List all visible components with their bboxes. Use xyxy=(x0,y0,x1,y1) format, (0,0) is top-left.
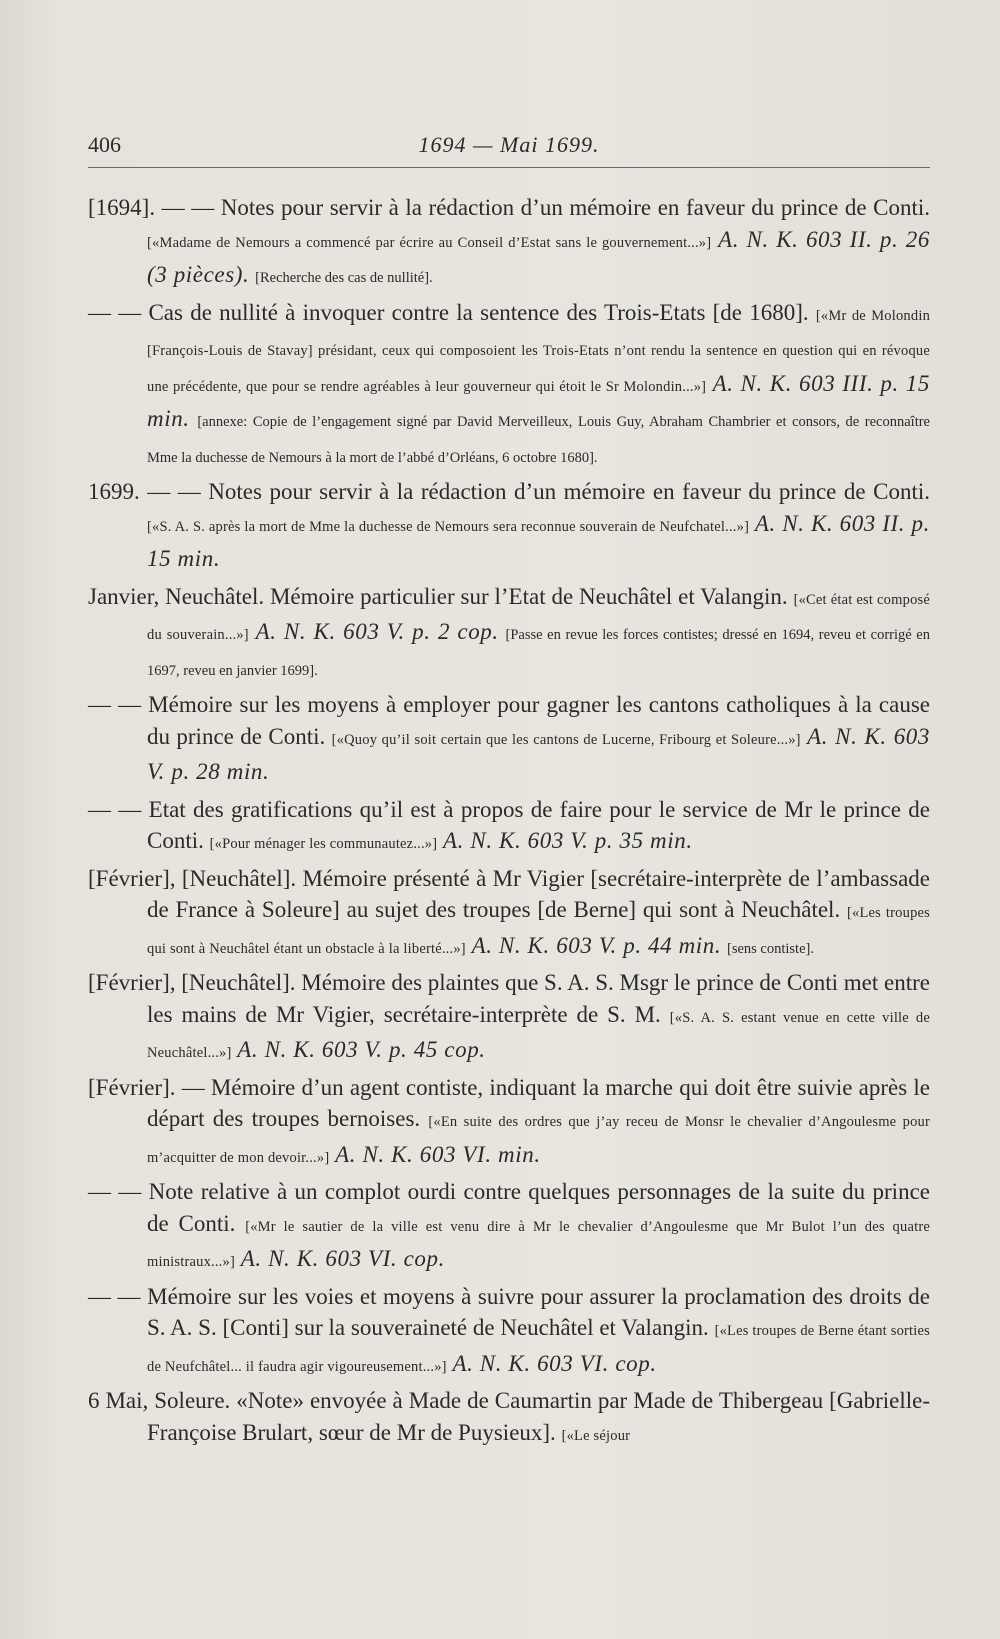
entry-incipit: [«S. A. S. après la mort de Mme la duchesse de Nemours sera reconnue souverain de Neufchatel...»] xyxy=(147,518,750,535)
entry-lead: — — Etat des gratifications qu’il est à propos de faire pour le service de Mr le prince de Conti. xyxy=(88,796,930,853)
entry-archive-reference: A. N. K. 603 V. p. 35 min. xyxy=(443,828,693,853)
entry-lead: Janvier, Neuchâtel. Mémoire particulier sur l’Etat de Neuchâtel et Valangin. xyxy=(88,583,788,609)
entry-note: [Passe en revue les forces contistes; dressé en 1694, reveu et corrigé en 1697, reveu en janvier 1699]. xyxy=(147,627,930,679)
entry-lead: [Février], [Neuchâtel]. Mémoire des plaintes que S. A. S. Msgr le prince de Conti met entre les mains de Mr Vigier, secrétaire-interprète de S. M. xyxy=(88,970,930,1027)
entry-archive-reference: A. N. K. 603 II. p. 15 min. xyxy=(147,510,930,571)
entry-archive-reference: A. N. K. 603 VI. cop. xyxy=(452,1350,657,1376)
entry-archive-reference: A. N. K. 603 II. p. 26 (3 pièces). xyxy=(147,226,931,287)
calendar-entry xyxy=(88,297,930,475)
calendar-entry xyxy=(88,1385,930,1452)
calendar-entry xyxy=(88,967,930,1070)
header-rule xyxy=(88,167,930,168)
calendar-entries xyxy=(88,192,930,1454)
calendar-entry xyxy=(88,1072,930,1175)
running-title: 1694 — Mai 1699. xyxy=(418,132,600,157)
entry-incipit: [«Quoy qu’il soit certain que les cantons de Lucerne, Fribourg et Soleure...»] xyxy=(331,731,801,748)
entry-lead: — — Mémoire sur les moyens à employer pour gagner les cantons catholiques à la cause du prince de Conti. xyxy=(88,692,930,749)
entry-lead: 1699. — — Notes pour servir à la rédaction d’un mémoire en faveur du prince de Conti. xyxy=(88,479,930,504)
entry-lead: — — Cas de nullité à invoquer contre la sentence des Trois-Etats [de 1680]. xyxy=(88,299,809,325)
entry-lead: [Février], [Neuchâtel]. Mémoire présenté à Mr Vigier [secrétaire-interprète de l’ambassade de France à Soleure] au sujet des troupes [de Berne] qui sont à Neuchâtel. xyxy=(88,865,930,922)
entry-incipit: [«S. A. S. estant venue en cette ville de Neuchâtel...»] xyxy=(147,1009,930,1061)
page-number: 406 xyxy=(88,132,121,157)
entry-note: [Recherche des cas de nullité]. xyxy=(255,270,433,286)
entry-incipit: [«Mr de Molondin [François-Louis de Stavay] présidant, ceux qui composoient les Trois-Etats n’ont rendu la sentence en question qui en révoque une précédente, que pour se rendre agréables à leur gouverneur qui étoit le Sr Molondin...»] xyxy=(147,307,931,395)
entry-incipit: [«Les troupes qui sont à Neuchâtel étant un obstacle à la liberté...»] xyxy=(147,905,930,957)
calendar-entry xyxy=(88,192,930,295)
entry-lead: 6 Mai, Soleure. «Note» envoyée à Made de Caumartin par Made de Thibergeau [Gabrielle-Françoise Brulart, sœur de Mr de Puysieux]. xyxy=(88,1388,930,1445)
entry-archive-reference: A. N. K. 603 V. p. 44 min. xyxy=(471,932,722,958)
entry-note: [sens contiste]. xyxy=(726,940,814,957)
entry-incipit: [«Madame de Nemours a commencé par écrire au Conseil d’Estat sans le gouvernement...»] xyxy=(147,234,712,251)
entry-archive-reference: A. N. K. 603 V. p. 45 cop. xyxy=(237,1037,486,1062)
entry-incipit: [«Mr le sautier de la ville est venu dire à Mr le chevalier d’Angoulesme que Mr Bulot l’un des quatre ministraux...»] xyxy=(147,1218,930,1270)
entry-incipit: [«Cet état est composé du souverain...»] xyxy=(147,591,930,643)
entry-incipit: [«Les troupes de Berne étant sorties de Neufchâtel... il faudra agir vigoureusement...»] xyxy=(147,1323,930,1375)
entry-incipit: [«En suite des ordres que j’ay receu de Monsr le chevalier d’Angoulesme pour m’acquitter de mon devoir...»] xyxy=(147,1114,930,1166)
calendar-entry xyxy=(88,476,930,579)
entry-incipit: [«Pour ménager les communautez...»] xyxy=(209,836,438,852)
calendar-entry xyxy=(88,689,930,792)
entry-lead: [1694]. — — Notes pour servir à la rédaction d’un mémoire en faveur du prince de Conti. xyxy=(88,195,930,220)
entry-archive-reference: A. N. K. 603 V. p. 2 cop. xyxy=(255,619,499,644)
calendar-entry xyxy=(88,1281,930,1384)
calendar-entry xyxy=(88,794,930,861)
entry-note: [annexe: Copie de l’engagement signé par David Merveilleux, Louis Guy, Abraham Chambrier et consors, de reconnaître Mme la duchesse de Nemours à la mort de l’abbé d’Orléans, 6 octobre 1680]. xyxy=(147,414,930,466)
calendar-entry xyxy=(88,863,930,966)
entry-archive-reference: A. N. K. 603 III. p. 15 min. xyxy=(147,370,930,431)
entry-lead: — — Mémoire sur les voies et moyens à suivre pour assurer la proclamation des droits de S. A. S. [Conti] sur la souveraineté de Neuchâtel et Valangin. xyxy=(88,1283,930,1340)
calendar-entry xyxy=(88,1176,930,1279)
entry-lead: [Février]. — Mémoire d’un agent contiste, indiquant la marche qui doit être suivie après le départ des troupes bernoises. xyxy=(88,1074,930,1131)
running-head xyxy=(88,132,930,166)
entry-archive-reference: A. N. K. 603 VI. min. xyxy=(335,1141,541,1167)
calendar-entry xyxy=(88,581,930,688)
entry-lead: — — Note relative à un complot ourdi contre quelques personnages de la suite du prince de Conti. xyxy=(88,1179,930,1236)
entry-incipit: [«Le séjour xyxy=(561,1427,631,1444)
entry-archive-reference: A. N. K. 603 V. p. 28 min. xyxy=(147,723,931,784)
entry-archive-reference: A. N. K. 603 VI. cop. xyxy=(240,1246,445,1271)
